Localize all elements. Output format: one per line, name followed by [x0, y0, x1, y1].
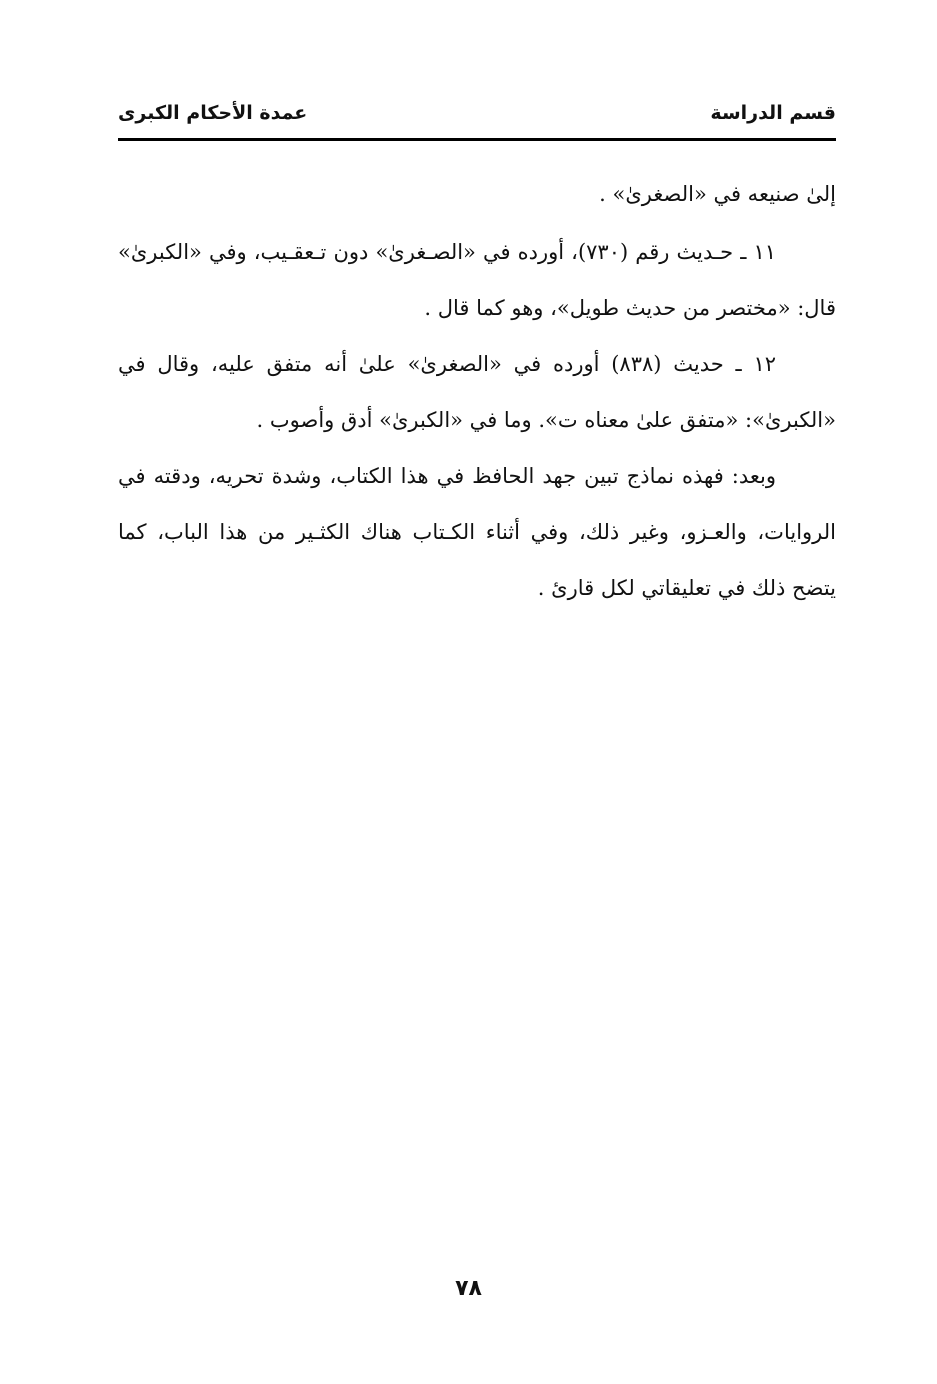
running-header [118, 98, 836, 132]
page-number: ٧٨ [455, 1276, 482, 1301]
paragraph-item-12: ١٢ ـ حديث (٨٣٨) أورده في «الصغرىٰ» علىٰ أنه متفق عليه، وقال في «الكبرىٰ»: «متفق علىٰ معناه ت». وما في «الكبرىٰ» أدق وأصوب . [118, 352, 836, 432]
paragraph-continuation: إلىٰ صنيعه في «الصغرىٰ» . [599, 182, 836, 206]
header-divider [118, 138, 836, 141]
paragraph-conclusion: وبعد: فهذه نماذج تبين جهد الحافظ في هذا الكتاب، وشدة تحريه، ودقته في الروايات، والعـزو، وغير ذلك، وفي أثناء الكـتاب هناك الكثـير من هذا الباب، كما يتضح ذلك في تعليقاتي لكل قارئ . [118, 464, 836, 600]
section-title: قسم الدراسة [710, 102, 836, 124]
body-text [118, 166, 836, 616]
paragraph-item-11: ١١ ـ حـديث رقم (٧٣٠)، أورده في «الصـغرىٰ» دون تـعقـيب، وفي «الكبرىٰ» قال: «مختصر من حديث طويل»، وهو كما قال . [118, 240, 836, 320]
book-title: عمدة الأحكام الكبرى [118, 102, 308, 124]
